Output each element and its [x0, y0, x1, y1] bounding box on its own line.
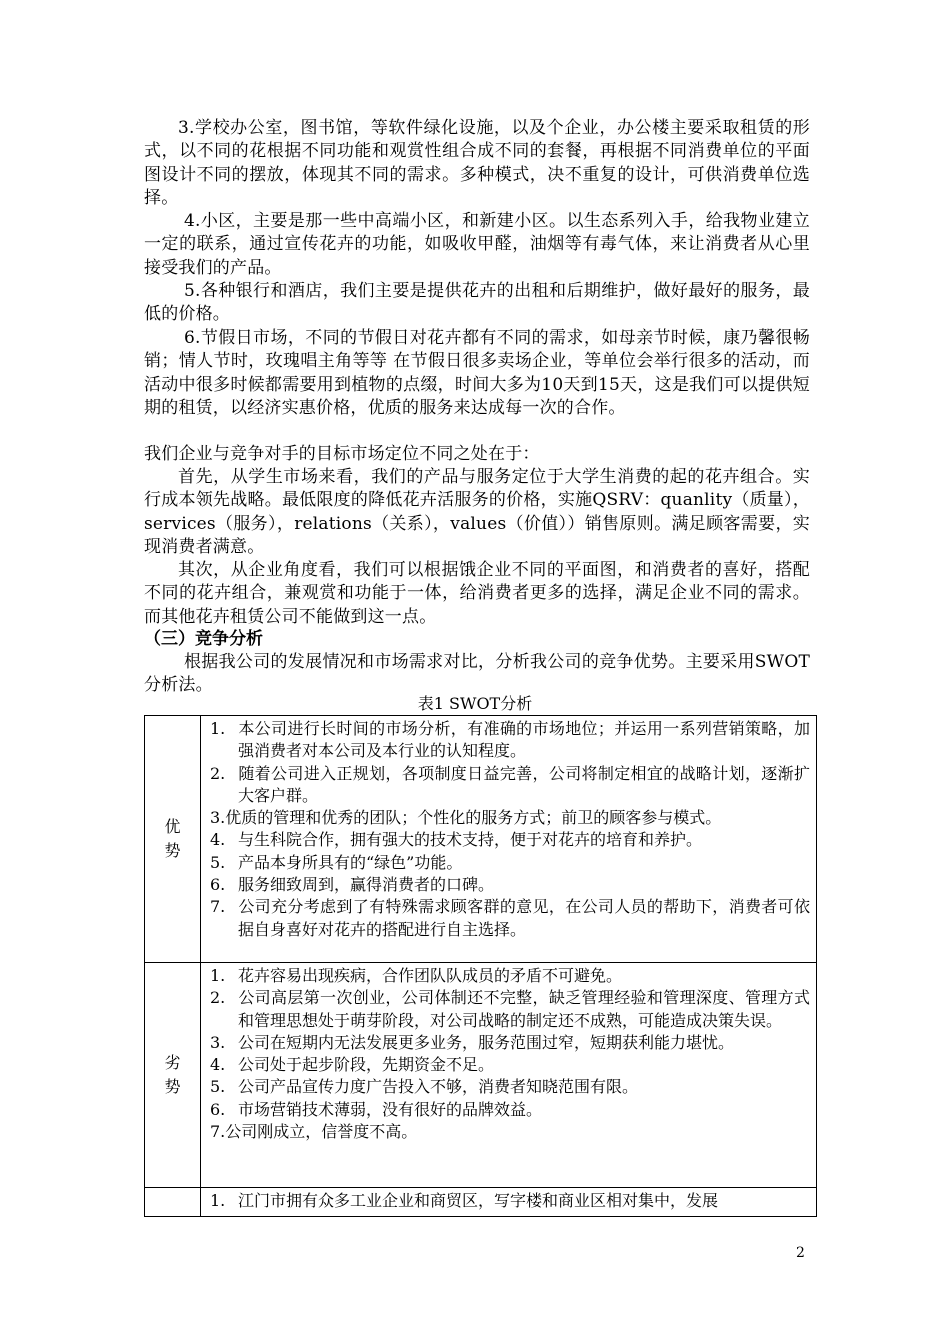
page-number: 2 — [796, 1245, 805, 1261]
strengths-label-char-1: 优 — [164, 817, 181, 836]
weakness-item: 1. 花卉容易出现疾病，合作团队队成员的矛盾不可避免。 — [210, 966, 623, 985]
strengths-content-cell — [201, 716, 817, 963]
strengths-row — [145, 716, 817, 963]
paragraph-banks-hotels: 5.各种银行和酒店，我们主要是提供花卉的出租和后期维护，做好最好的服务，最低的价格。 — [144, 281, 810, 325]
paragraph-residential: 4.小区，主要是那一些中高端小区，和新建小区。以生态系列入手，给我物业建立一定的联系，通过宣传花卉的功能，如吸收甲醛，油烟等有毒气体，来让消费者从心里接受我们的产品。 — [144, 211, 810, 278]
paragraph-schools: 3.学校办公室，图书馆，等软件绿化设施，以及个企业，办公楼主要采取租赁的形式，以不同的花根据不同功能和观赏性组合成不同的套餐，再根据不同消费单位的平面图设计不同的摆放，体现其不同的需求。多种模式，决不重复的设计，可供消费单位选择。 — [144, 118, 810, 209]
swot-table — [144, 715, 817, 1217]
weakness-item: 4. 公司处于起步阶段，先期资金不足。 — [210, 1055, 495, 1075]
strengths-label-cell — [145, 716, 201, 963]
weaknesses-label-char-2: 势 — [164, 1077, 181, 1096]
weaknesses-content-cell — [201, 963, 817, 1188]
opportunities-label-cell — [145, 1188, 201, 1217]
paragraph-intro: 根据我公司的发展情况和市场需求对比，分析我公司的竞争优势。主要采用SWOT分析法。 — [144, 652, 810, 696]
weakness-item: 5. 公司产品宣传力度广告投入不够，消费者知晓范围有限。 — [210, 1077, 639, 1097]
section-heading: （三）竞争分析 — [144, 629, 263, 649]
weakness-item: 2. 公司高层第一次创业，公司体制还不完整，缺乏管理经验和管理深度、管理方式和管理思想处于萌芽阶段，对公司战略的制定还不成熟，可能造成决策失误。 — [210, 988, 810, 1030]
weaknesses-label-char-1: 劣 — [164, 1053, 181, 1072]
opportunity-item: 1. 江门市拥有众多工业企业和商贸区，写字楼和商业区相对集中，发展 — [210, 1191, 719, 1210]
strength-item: 1. 本公司进行长时间的市场分析，有准确的市场地位；并运用一系列营销策略，加强消费者对本公司及本行业的认知程度。 — [210, 719, 810, 761]
paragraph-second: 其次，从企业角度看，我们可以根据饿企业不同的平面图，和消费者的喜好，搭配不同的花卉组合，兼观赏和功能于一体，给消费者更多的选择，满足企业不同的需求。而其他花卉租赁公司不能做到这一点。 — [144, 560, 810, 627]
opportunities-row — [145, 1188, 817, 1217]
strength-item: 5. 产品本身所具有的“绿色”功能。 — [210, 852, 463, 872]
strength-item: 4. 与生科院合作，拥有强大的技术支持，便于对花卉的培育和养护。 — [210, 830, 703, 850]
weakness-item: 6. 市场营销技术薄弱，没有很好的品牌效益。 — [210, 1099, 543, 1119]
weakness-item: 7.公司刚成立，信誉度不高。 — [210, 1122, 418, 1142]
strength-item: 2. 随着公司进入正规划，各项制度日益完善，公司将制定相宜的战略计划，逐渐扩大客户群。 — [210, 763, 810, 805]
strength-item: 3.优质的管理和优秀的团队；个性化的服务方式；前卫的顾客参与模式。 — [210, 808, 722, 828]
strengths-label-char-2: 势 — [164, 841, 181, 860]
table-caption: 表1 SWOT分析 — [417, 694, 533, 713]
opportunities-content-cell — [201, 1188, 817, 1217]
strength-item: 7. 公司充分考虑到了有特殊需求顾客群的意见，在公司人员的帮助下，消费者可依据自身喜好对花卉的搭配进行自主选择。 — [210, 897, 810, 939]
paragraph-holiday-market: 6.节假日市场，不同的节假日对花卉都有不同的需求，如母亲节时候，康乃馨很畅销；情人节时，玫瑰唱主角等等 在节假日很多卖场企业，等单位会举行很多的活动，而活动中很多时候都需要用到植物的点缀，时间大多为10天到15天，这是我们可以提供短期的租赁，以经济实惠价格，优质的服务来达成每一次的合作。 — [144, 328, 810, 419]
paragraph-first: 首先，从学生市场来看，我们的产品与服务定位于大学生消费的起的花卉组合。实行成本领先战略。最低限度的降低花卉活服务的价格，实施QSRV：quanlity（质量），services（服务），relations（关系），values（价值））销售原则。满足顾客需要，实现消费者满意。 — [144, 467, 810, 558]
paragraph-positioning-lead: 我们企业与竞争对手的目标市场定位不同之处在于： — [144, 444, 540, 464]
weaknesses-label-cell — [145, 963, 201, 1188]
weakness-item: 3. 公司在短期内无法发展更多业务，服务范围过窄，短期获利能力堪忧。 — [210, 1032, 735, 1052]
weaknesses-row — [145, 963, 817, 1188]
strength-item: 6. 服务细致周到，赢得消费者的口碑。 — [210, 875, 495, 895]
